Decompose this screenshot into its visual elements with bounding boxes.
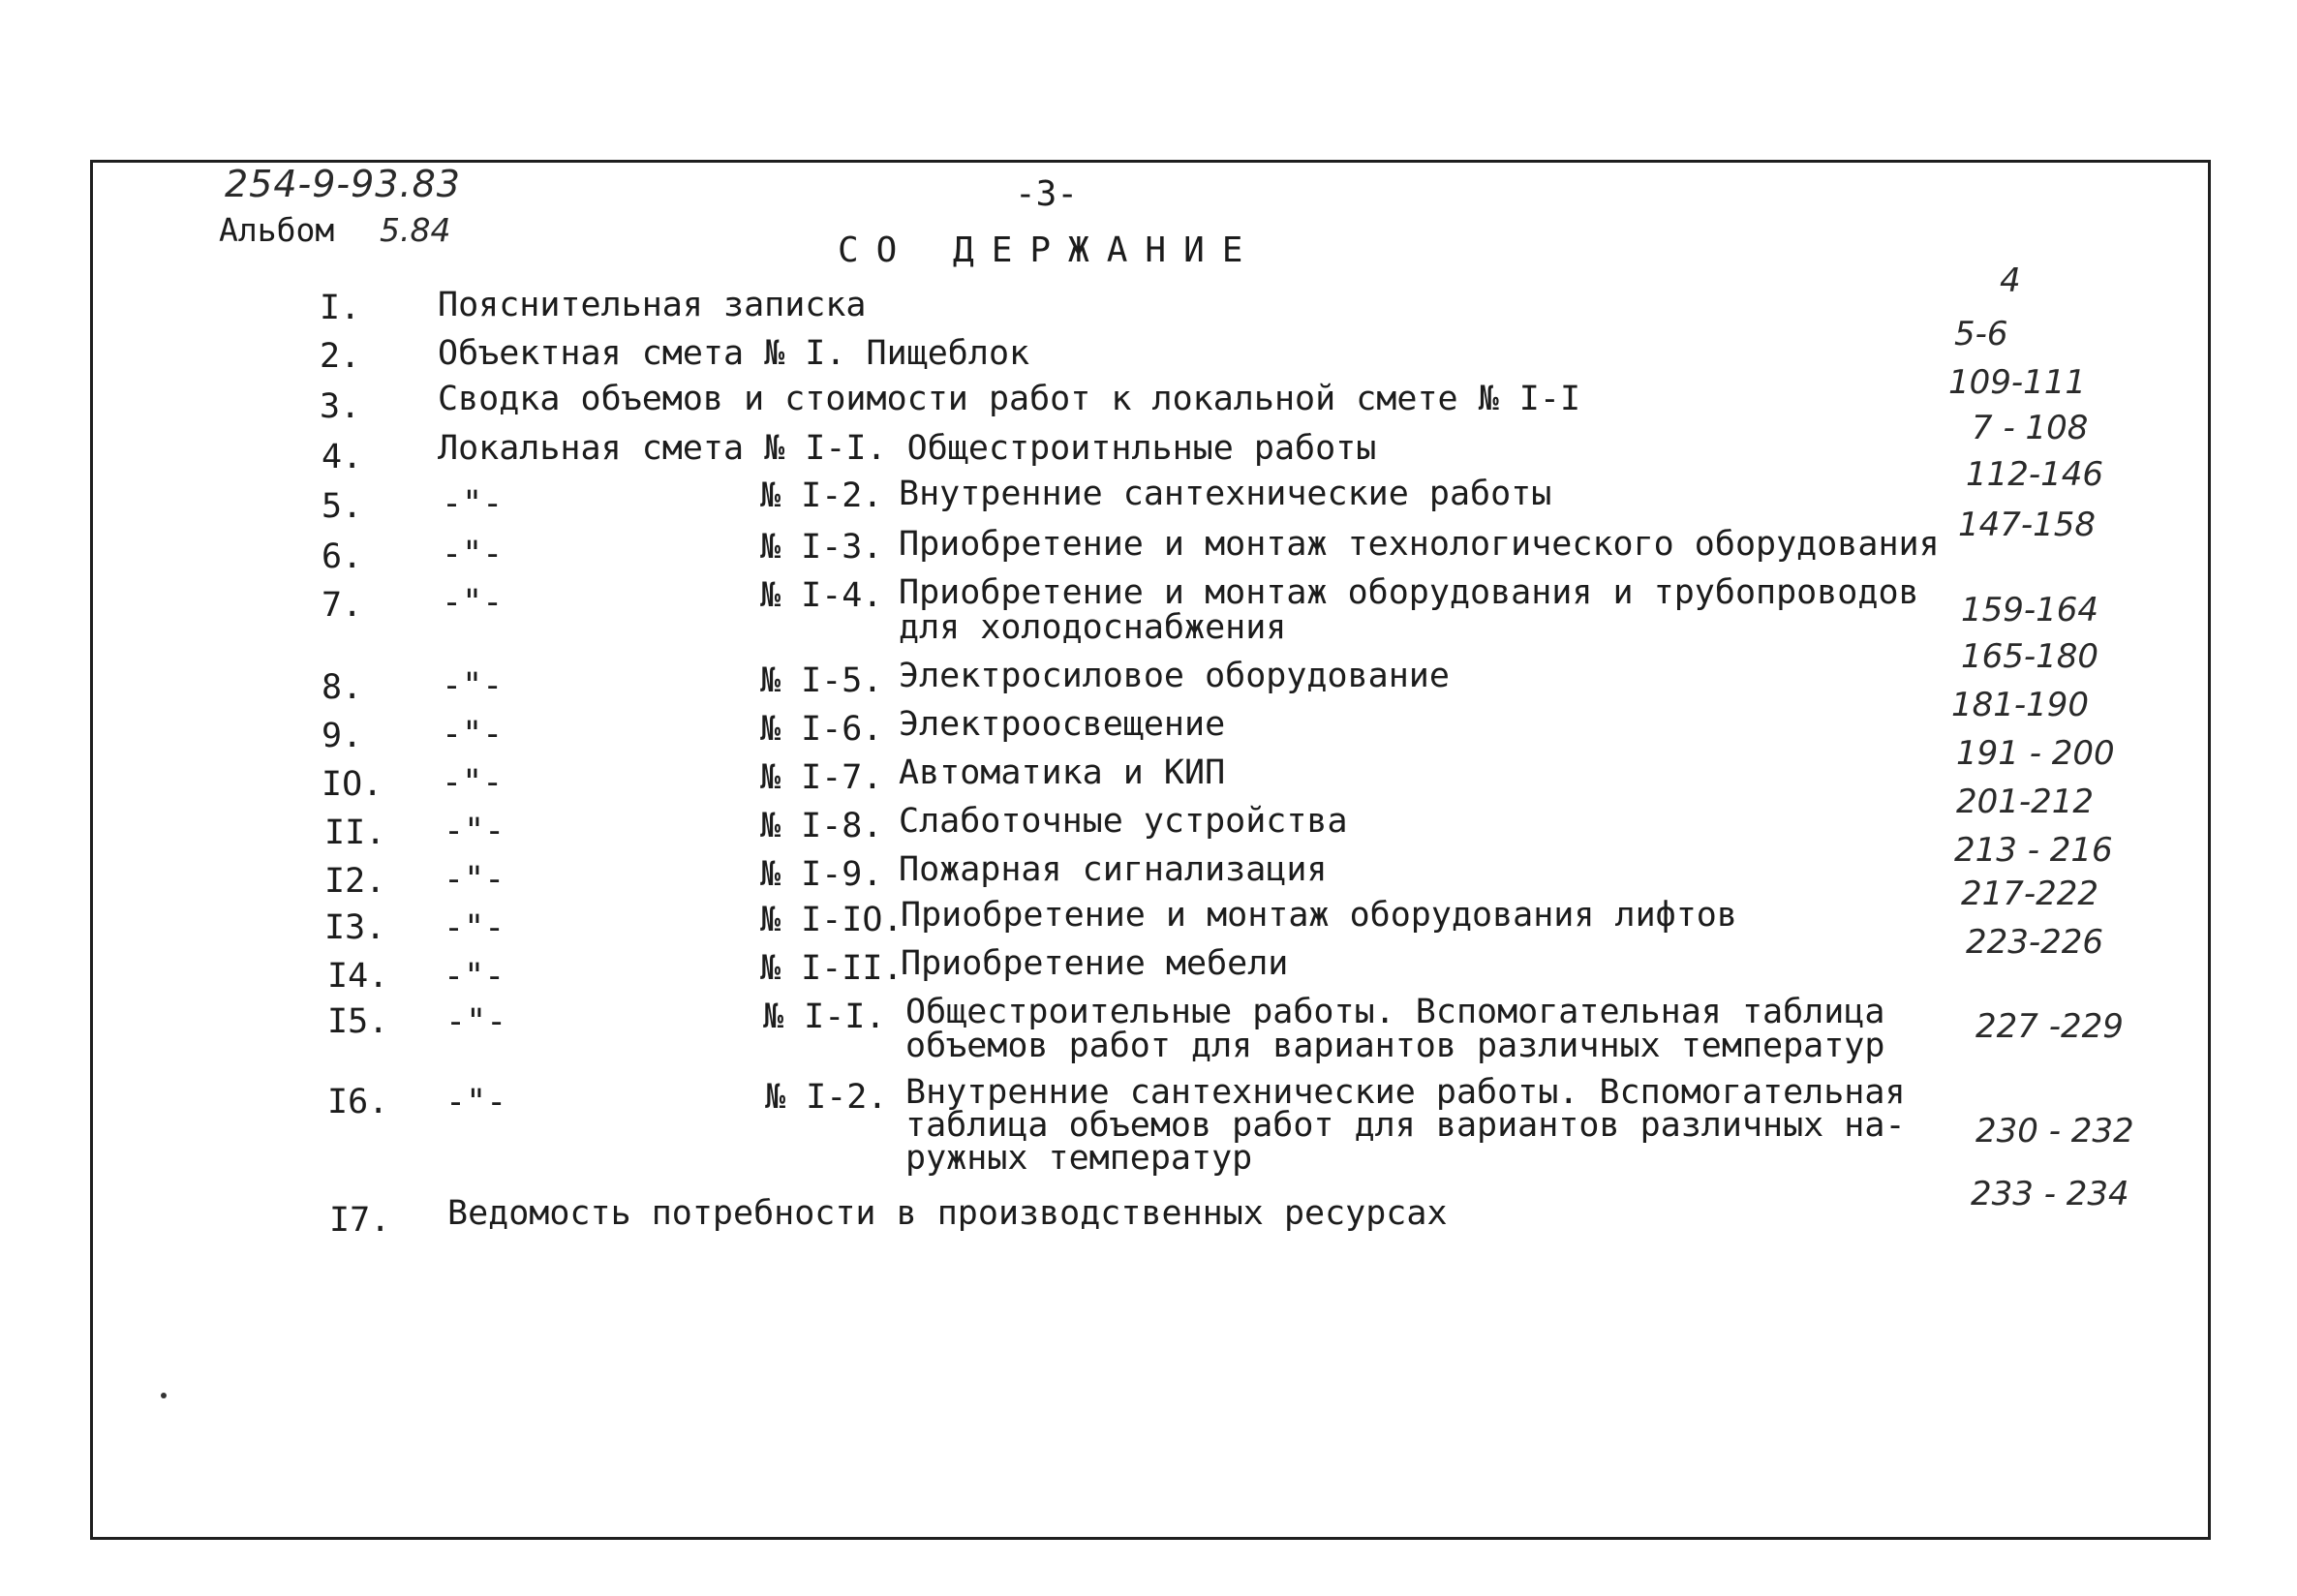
album-number: 5.84	[380, 211, 451, 249]
toc-row-text: Ведомость потребности в производственных ресурсах	[447, 1194, 1448, 1233]
toc-row-number: 4.	[322, 438, 363, 476]
toc-row-estimate-no: № I-2.	[760, 476, 883, 515]
toc-row-estimate-no: № I-2.	[765, 1078, 888, 1117]
toc-row-number: II.	[324, 813, 386, 852]
toc-row-text: Локальная смета № I-I. Общестроитнльные работы	[438, 429, 1377, 468]
album-label: Альбом	[219, 211, 335, 249]
toc-row-text-line2: объемов работ для вариантов различных температур	[905, 1027, 1885, 1065]
toc-row-estimate-no: № I-4.	[760, 576, 883, 615]
toc-row-ditto: -"-	[442, 535, 504, 573]
toc-row-text: Объектная смета № I. Пищеблок	[438, 334, 1030, 373]
toc-row-pages: 5-6	[1954, 315, 2008, 353]
toc-row-number: 9.	[322, 717, 363, 755]
toc-row-pages: 159-164	[1961, 591, 2099, 629]
toc-row-pages: 112-146	[1966, 455, 2104, 494]
toc-row-text-line2: таблица объемов работ для вариантов различных на-	[905, 1106, 1906, 1145]
toc-row-estimate-no: № I-9.	[760, 855, 883, 894]
toc-row-estimate-no: № I-II.	[760, 949, 903, 988]
toc-row-ditto: -"-	[445, 1083, 507, 1121]
toc-row-number: 6.	[322, 537, 363, 576]
toc-row-ditto: -"-	[444, 812, 505, 850]
toc-row-pages: 181-190	[1951, 686, 2090, 724]
toc-row-pages: 165-180	[1961, 637, 2099, 676]
toc-row-number: I5.	[327, 1002, 389, 1041]
toc-row-ditto: -"-	[442, 666, 504, 705]
toc-row-text-line3: ружных температур	[905, 1139, 1253, 1178]
toc-row-number: I4.	[327, 957, 389, 996]
toc-row-estimate-no: № I-8.	[760, 807, 883, 845]
toc-row-number: 7.	[322, 586, 363, 625]
toc-row-pages: 213 - 216	[1954, 831, 2113, 870]
toc-row-pages: 109-111	[1948, 363, 2087, 402]
toc-row-ditto: -"-	[442, 583, 504, 622]
toc-row-ditto: -"-	[445, 1002, 507, 1041]
toc-row-ditto: -"-	[444, 908, 505, 947]
toc-row-text: Внутренние сантехнические работы. Вспомогательная	[905, 1073, 1906, 1112]
toc-row-number: I.	[320, 289, 361, 327]
toc-row-pages: 201-212	[1956, 783, 2095, 821]
toc-row-pages: 191 - 200	[1956, 734, 2115, 773]
document-code: 254-9-93.83	[225, 163, 461, 205]
toc-row-number: 8.	[322, 668, 363, 707]
toc-row-number: 5.	[322, 487, 363, 526]
toc-row-text-line2: для холодоснабжения	[899, 608, 1287, 647]
scan-speck	[161, 1393, 167, 1398]
toc-row-estimate-no: № I-3.	[760, 528, 883, 567]
toc-row-number: IO.	[322, 765, 383, 804]
toc-row-number: I6.	[327, 1083, 389, 1121]
toc-row-pages: 4	[2000, 261, 2021, 300]
toc-row-text: Приобретение и монтаж технологического оборудования	[899, 525, 1940, 564]
toc-row-estimate-no: № I-6.	[760, 710, 883, 749]
toc-row-ditto: -"-	[442, 763, 504, 802]
toc-row-number: 2.	[320, 337, 361, 376]
page-number: -3-	[1015, 174, 1079, 214]
toc-row-text: Приобретение мебели	[901, 944, 1289, 983]
toc-row-estimate-no: № I-5.	[760, 661, 883, 700]
toc-row-text: Приобретение и монтаж оборудования и трубопроводов	[899, 573, 1919, 612]
toc-row-pages: 227 -229	[1975, 1007, 2124, 1046]
toc-row-pages: 223-226	[1966, 923, 2104, 962]
toc-row-pages: 233 - 234	[1971, 1175, 2129, 1213]
toc-row-number: 3.	[320, 387, 361, 426]
toc-row-pages: 230 - 232	[1975, 1112, 2134, 1151]
toc-title: СО ДЕРЖАНИЕ	[838, 230, 1261, 270]
toc-row-estimate-no: № I-7.	[760, 758, 883, 797]
toc-row-text: Внутренние сантехнические работы	[899, 475, 1552, 513]
toc-row-estimate-no: № I-I.	[763, 998, 886, 1036]
toc-row-ditto: -"-	[442, 484, 504, 523]
toc-row-text: Электроосвещение	[899, 705, 1226, 744]
toc-row-number: I2.	[324, 862, 386, 901]
toc-row-estimate-no: № I-IO.	[760, 901, 903, 939]
toc-row-text: Пояснительная записка	[438, 286, 867, 324]
toc-row-ditto: -"-	[444, 957, 505, 996]
toc-row-pages: 217-222	[1961, 875, 2099, 913]
toc-row-text: Автоматика и КИП	[899, 753, 1226, 792]
toc-row-pages: 147-158	[1958, 506, 2097, 544]
toc-row-text: Приобретение и монтаж оборудования лифтов	[901, 896, 1737, 935]
toc-row-text: Общестроительные работы. Вспомогательная таблица	[905, 993, 1885, 1031]
toc-row-number: I3.	[324, 908, 386, 947]
toc-row-text: Электросиловое оборудование	[899, 657, 1450, 695]
toc-row-text: Слаботочные устройства	[899, 802, 1348, 841]
toc-row-text: Сводка объемов и стоимости работ к локальной смете № I-I	[438, 380, 1581, 418]
toc-row-text: Пожарная сигнализация	[899, 850, 1328, 889]
toc-row-ditto: -"-	[442, 715, 504, 753]
toc-row-ditto: -"-	[444, 860, 505, 899]
toc-row-pages: 7 - 108	[1972, 409, 2089, 447]
toc-row-number: I7.	[329, 1201, 391, 1240]
